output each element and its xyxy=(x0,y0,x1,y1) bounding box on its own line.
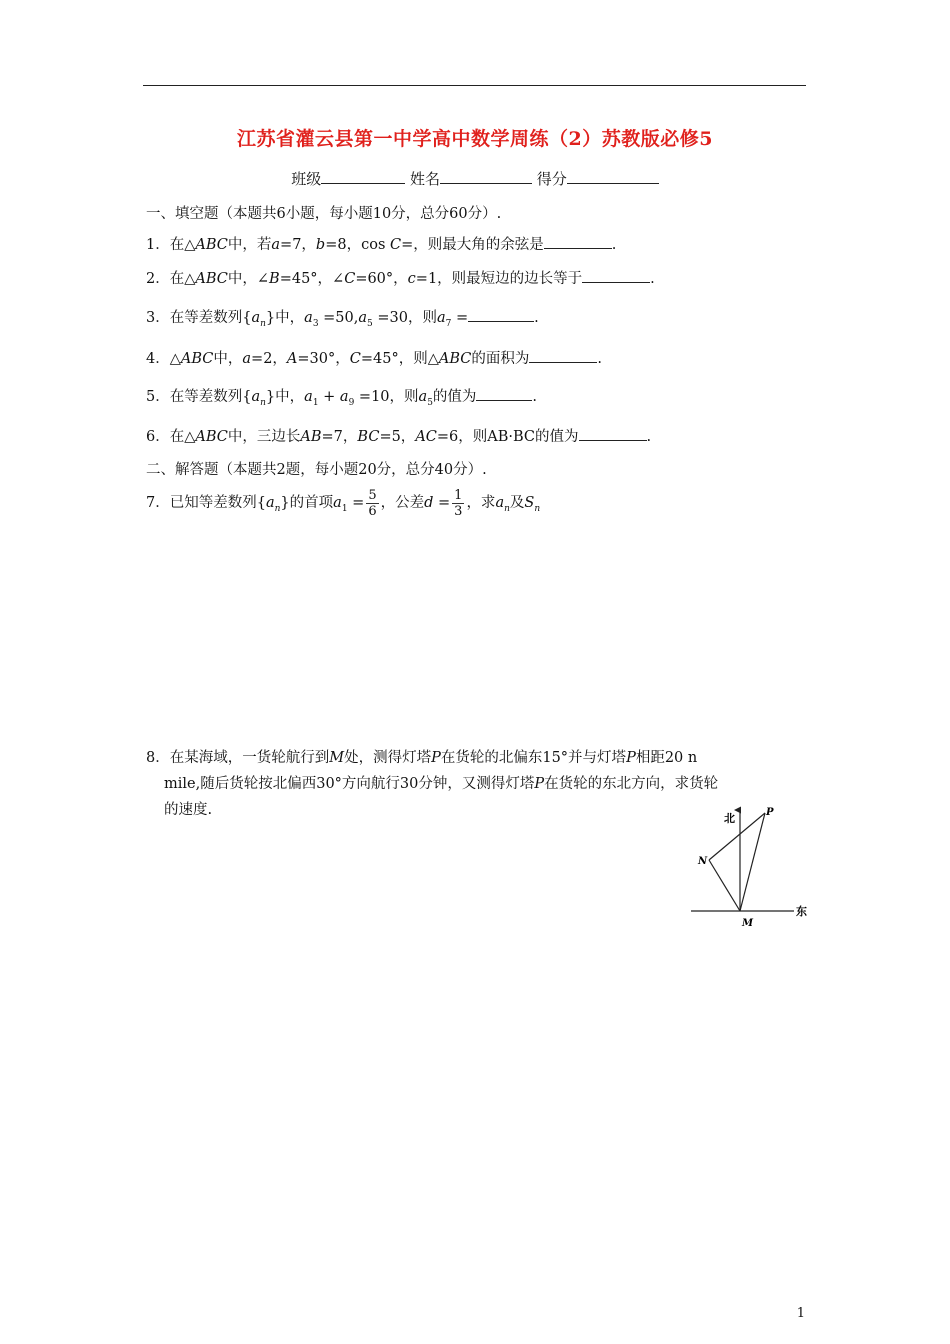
section2-heading: 二、解答题（本题共2题，每小题20分，总分40分）. xyxy=(146,462,487,478)
north-label: 北 xyxy=(724,812,735,825)
segment-nm xyxy=(709,860,740,911)
point-m-label: M xyxy=(742,918,754,929)
segment-mp xyxy=(740,813,765,911)
page-number: 1 xyxy=(796,1306,805,1321)
question-4: 4．△ABC中，a=2，A=30°，C=45°，则△ABC的面积为 . xyxy=(146,348,602,369)
answer-blank-6[interactable] xyxy=(579,426,647,441)
question-8: 8．在某海域，一货轮航行到M处，测得灯塔P在货轮的北偏东15°并与灯塔P相距20 n mile,随后货轮按北偏西30°方向航行30分钟，又测得灯塔P在货轮的东北方向，求货轮 的速度. xyxy=(146,750,719,818)
answer-blank-2[interactable] xyxy=(582,268,650,283)
header-rule xyxy=(143,85,806,86)
name-label: 姓名 xyxy=(409,170,440,188)
point-p-label: P xyxy=(766,807,774,818)
question-3: 3．在等差数列$\{a_n\}$中，$a_3 =50,a_5 =30$，则$a_7$ = . xyxy=(146,307,539,334)
name-blank[interactable] xyxy=(440,169,532,184)
fraction-common-difference: $\frac{1}{3}$ xyxy=(454,487,463,519)
question-6: 6．在△ABC中，三边长AB=7，BC=5，AC=6，则AB·BC的值为 . xyxy=(146,426,651,447)
student-info-line xyxy=(0,168,950,189)
question-5: 5．在等差数列$\{a_n\}$中，$a_1 + a_9 =10$，则$a_5$的值为 . xyxy=(146,386,537,413)
east-label: 东 xyxy=(796,905,807,918)
question-1: 1．在△ABC中，若a=7，b=8，cos C=，则最大角的余弦是 . xyxy=(146,234,616,255)
navigation-figure xyxy=(688,802,818,932)
question-2: 2．在△ABC中，∠B=45°，∠C=60°，c=1，则最短边的边长等于 . xyxy=(146,268,655,289)
score-label: 得分 xyxy=(536,170,567,188)
answer-blank-4[interactable] xyxy=(529,348,597,363)
segment-np xyxy=(709,813,765,860)
page-title: 江苏省灌云县第一中学高中数学周练（2）苏教版必修5 xyxy=(237,128,713,150)
answer-blank-3[interactable] xyxy=(468,307,534,322)
class-label: 班级 xyxy=(291,170,322,188)
question-7: 7．已知等差数列$\{a_n\}$的首项$a_1$ = $\frac{5}{6}$ ，公差d = $\frac{1}{3}$ ，求$a_n$及$S_n$ xyxy=(146,487,541,519)
score-blank[interactable] xyxy=(567,169,659,184)
class-blank[interactable] xyxy=(321,169,405,184)
section1-heading: 一、填空题（本题共6小题，每小题10分，总分60分）. xyxy=(146,206,502,222)
point-n-label: N xyxy=(698,856,708,867)
answer-blank-5[interactable] xyxy=(476,386,532,401)
answer-blank-1[interactable] xyxy=(544,234,612,249)
fraction-first-term: $\frac{5}{6}$ xyxy=(368,487,377,519)
